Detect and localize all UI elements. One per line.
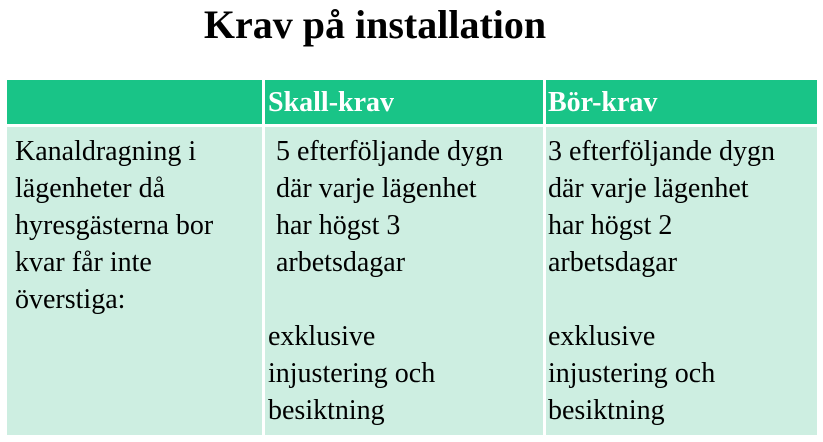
table-header-row <box>7 80 817 124</box>
table-row <box>7 127 817 435</box>
bor-krav-line: har högst 2 <box>548 210 673 241</box>
skall-krav-line: exklusive <box>268 321 376 352</box>
column-divider <box>262 80 265 435</box>
skall-krav-line: 5 efterföljande dygn <box>276 136 504 167</box>
bor-krav-line: injustering och <box>548 358 716 389</box>
bor-krav-line: 3 efterföljande dygn <box>548 136 776 167</box>
bor-krav-cell <box>548 127 817 435</box>
spacer <box>268 281 544 318</box>
skall-krav-line: arbetsdagar <box>276 247 406 278</box>
skall-krav-line: injustering och <box>268 358 436 389</box>
bor-krav-line: där varje lägenhet <box>548 173 749 204</box>
row-label-line: överstiga: <box>15 284 126 315</box>
header-cell-skall-krav: Skall-krav <box>268 87 395 118</box>
row-label-line: Kanaldragning i <box>15 136 197 167</box>
skall-krav-line: besiktning <box>268 395 385 426</box>
row-label-line: hyresgästerna bor <box>15 210 214 241</box>
skall-krav-line: har högst 3 <box>276 210 401 241</box>
bor-krav-line: arbetsdagar <box>548 247 678 278</box>
row-label-line: kvar får inte <box>15 247 152 278</box>
row-label-cell <box>15 127 260 435</box>
bor-krav-line: exklusive <box>548 321 656 352</box>
bor-krav-line: besiktning <box>548 395 665 426</box>
requirements-table <box>7 80 817 435</box>
header-cell-bor-krav: Bör-krav <box>548 87 658 118</box>
row-label-line: lägenheter då <box>15 173 166 204</box>
spacer <box>548 281 817 318</box>
skall-krav-cell <box>268 127 544 435</box>
column-divider <box>543 80 546 435</box>
page-title: Krav på installation <box>203 2 547 47</box>
skall-krav-line: där varje lägenhet <box>276 173 477 204</box>
header-cell-empty <box>15 80 260 124</box>
